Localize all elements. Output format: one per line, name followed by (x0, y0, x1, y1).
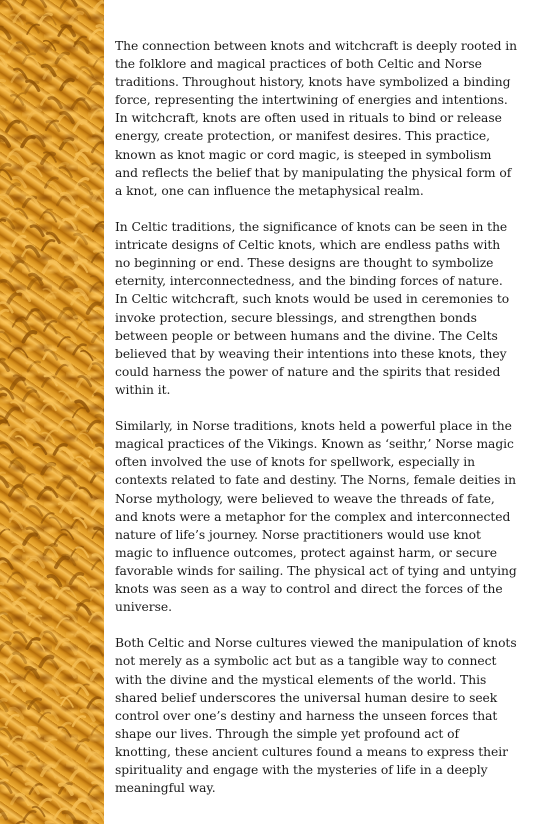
paragraph-norse: Similarly, in Norse traditions, knots held a powerful place in the magical practices of the Vikings. Known as ‘seithr,’ Norse magic often involved the use of knots for spellwork, especially in contexts related to fate and destiny. The Norns, female deities in Norse mythology, were believed to weave the threads of fate, and knots were a metaphor for the complex and interconnected nature of life’s journey. Norse practitioners would use knot magic to influence outcomes, protect against harm, or secure favorable winds for sailing. The physical act of tying and untying knots was seen as a way to control and direct the forces of the universe. (115, 419, 517, 615)
paragraph-intro: The connection between knots and witchcraft is deeply rooted in the folklore and magical practices of both Celtic and Norse traditions. Throughout history, knots have symbolized a binding force, representing the intertwining of energies and intentions. In witchcraft, knots are often used in rituals to bind or release energy, create protection, or manifest desires. This practice, known as knot magic or cord magic, is steeped in symbolism and reflects the belief that by manipulating the physical form of a knot, one can influence the metaphysical realm. (115, 39, 518, 198)
paragraph-conclusion: Both Celtic and Norse cultures viewed the manipulation of knots not merely as a symbolic act but as a tangible way to connect with the divine and the mystical elements of the world. This shared belief underscores the universal human desire to seek control over one’s destiny and harness the unseen forces that shape our lives. Through the simple yet profound act of knotting, these ancient cultures found a means to express their spirituality and engage with the mysteries of life in a deeply meaningful way. (115, 636, 517, 796)
article-body (115, 37, 517, 815)
paragraph-celtic: In Celtic traditions, the significance of knots can be seen in the intricate designs of Celtic knots, which are endless paths with no beginning or end. These designs are thought to symbolize eternity, interconnectedness, and the binding forces of nature. In Celtic witchcraft, such knots would be used in ceremonies to invoke protection, secure blessings, and strengthen bonds between people or between humans and the divine. The Celts believed that by weaving their intentions into these knots, they could harness the power of nature and the spirits that resided within it. (115, 220, 510, 397)
yarn-strands-pattern (0, 0, 104, 824)
yarn-texture-image (0, 0, 104, 824)
